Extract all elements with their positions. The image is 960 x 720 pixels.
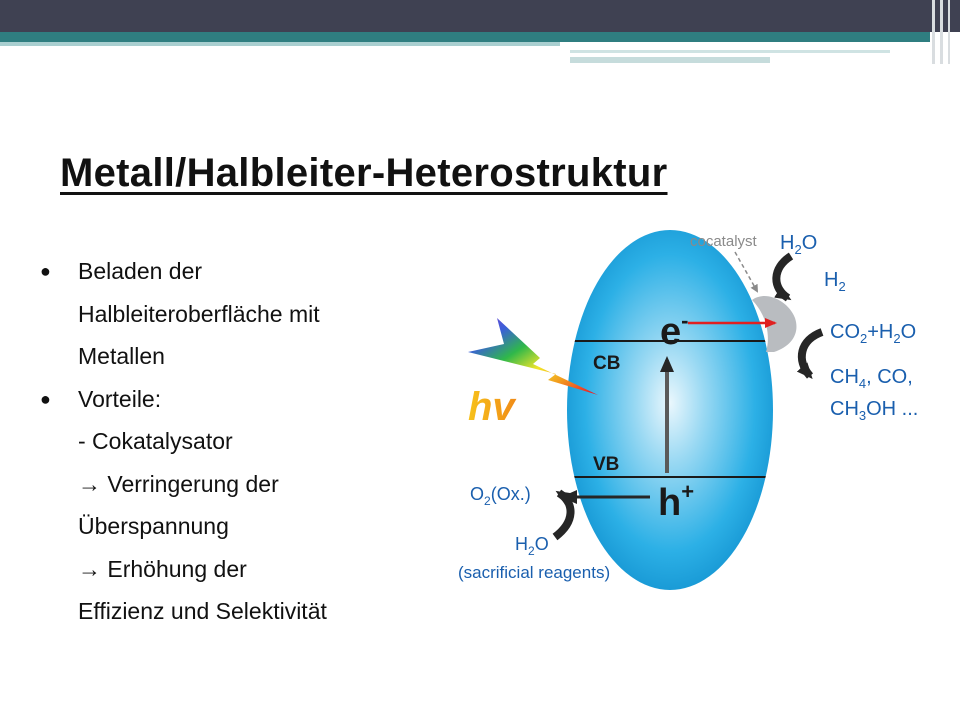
h2o-bottom-label: $H_2O$ [515, 534, 549, 558]
bullet-text: Effizienz und Selektivität [78, 598, 327, 624]
bullet-dot: ● [40, 388, 51, 409]
products-label-2: $CH_3OH$ ... [830, 398, 919, 423]
vb-label: VB [593, 454, 620, 475]
hole-label: h+ [658, 479, 695, 524]
cocatalyst-label: cocatalyst [690, 233, 757, 250]
bullet-text: Überspannung [78, 513, 229, 539]
co2-reduction-arrow [802, 332, 822, 376]
sacrificial-reagents-label: (sacrificial reagents) [458, 563, 611, 582]
bullet-text: - Cokatalysator [78, 428, 233, 454]
bullet-text: Metallen [78, 343, 165, 369]
bullet-text: → Erhöhung der [78, 555, 247, 582]
h2-label: $H_2$ [824, 269, 846, 294]
sacrificial-oxidation-arrow [555, 493, 571, 537]
co2-h2o-label: $CO_2+H_2O$ [830, 321, 917, 346]
bullet-text: Vorteile: [78, 385, 162, 412]
slide-title: Metall/Halbleiter-Heterostruktur [60, 151, 668, 195]
bullet-text: Beladen der [78, 258, 203, 284]
bullet-dot: ● [40, 261, 51, 281]
hv-label: hv [468, 385, 515, 429]
products-label-1: $CH_4$, CO, [830, 366, 913, 391]
bullet-text: → Verringerung der [78, 470, 279, 497]
h2o-top-label: $H_2O$ [780, 232, 818, 257]
semiconductor-particle [567, 230, 773, 590]
electron-label: e- [660, 308, 689, 353]
h2o-to-h2-arrow [776, 256, 791, 298]
o2-label: $O_2(Ox.)$ [470, 484, 531, 508]
cb-label: CB [593, 353, 621, 374]
bullet-text: Halbleiteroberfläche mit [78, 300, 320, 327]
